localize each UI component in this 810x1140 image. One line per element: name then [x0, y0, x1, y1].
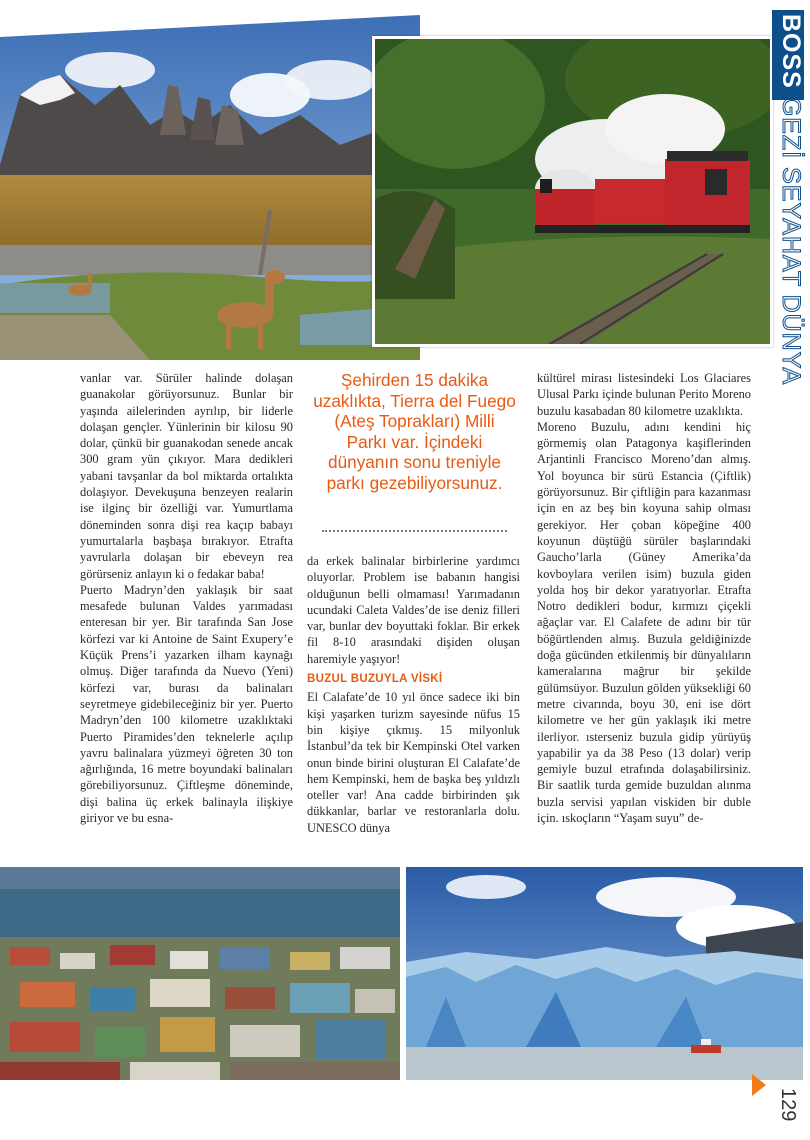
page-marker-icon: [752, 1074, 766, 1096]
pull-quote-divider: [322, 530, 507, 532]
mountain-guanaco-photo: [0, 15, 420, 360]
pull-quote: Şehirden 15 dakika uzaklıkta, Tierra del Fuego (Ateş Toprakları) Milli Parkı var. İçindeki dünyanın sonu treniyle parkı gezebiliyorsunuz.: [313, 370, 516, 493]
article-column-left: [80, 370, 293, 826]
paragraph: Moreno Buzulu, adını kendini hiç görmemiş olan Patagonya kaşiflerinden Arjantinli Francisco Moreno’dan almış. Yol boyunca bir sürü Estancia (Çiftlik) görüyorsunuz. Bir çiftliğin para kazanması için en az beş bin koyuna sahip olması gerekiyor. Her çoban köpeğine 400 koyunun düştüğü sürüler başlarındaki Gaucho’larla (Güney Amerika’da kovboylara verilen isim) buzula giden yolda hoş bir dekor yaratıyorlar. Etrafta Notro dedikleri bodur, kırmızı çiçekli ağaçlar var. El Calafete de adını bir tür böğürtlenden almış. Buzula geldiğinizde doğa gücünden etkilenmiş bir dünyalıların kameralarına mağrur bir şekilde gülümsüyor. Buzulun gölden yüksekliği 60 metre civarında, boyu 30, eni ise dört kilometre ve her gün yaklaşık iki metre ilerliyor. ısterseniz buzula gidip yürüyüş yapabilir ya da 38 Peso (13 dolar) verip gemiyle buzul etrafında dolaşabilirsiniz. Bir saatlik turda gemide buzuldan alınma buzla servisi yapılan viskiden bir duble için. ıskoçların “Yaşam suyu” de-: [537, 419, 751, 826]
brand-logo: BOSS: [777, 14, 805, 89]
article-column-middle: [307, 553, 520, 836]
magazine-title: [776, 14, 806, 385]
glacier-photo: [406, 867, 803, 1080]
steam-train-photo: [372, 36, 773, 347]
page-number: 129: [777, 1088, 799, 1122]
paragraph: vanlar var. Sürüler halinde dolaşan guanakolar görüyorsunuz. Bunlar bir yaşında ailelerinden ayrılıp, bir liderle dolaşan gençler. Yünlerinin bir kilosu 90 dolar, çünkü bir guanakodan senede ancak 300 gram yün çıkıyor. Mara dedikleri yabani tavşanlar da bol miktarda ortalıkta dolaşıyor. Devekuşuna benzeyen realarin ise ilginç bir özelliği var. Yumurtlama döneminden sonra dişi rea kaçıp babayı yumurtalarla başbaşa bırakıyor. Etrafta yavrularla dolaşan bir ebeveyn rea görürseniz anlayın ki o fedakar baba!: [80, 371, 293, 581]
paragraph: da erkek balinalar birbirlerine yardımcı oluyorlar. Problem ise babanın hangisi olduğunun belli olmaması! Yarımadanın ucundaki Caleta Valdes’de ise deniz filleri var, bunlar dev boyuttaki foklar. Bir erkek fil 8-10 arasındaki dişiden oluşan haremiyle yaşıyor!: [307, 554, 520, 666]
coastal-town-photo: [0, 867, 400, 1080]
section-title: GEZİ SEYAHAT DÜNYA: [777, 96, 805, 386]
section-subhead: BUZUL BUZUYLA VİSKİ: [307, 673, 443, 686]
paragraph: kültürel mirası listesindeki Los Glaciares Ulusal Parkı içinde bulunan Perito Moreno buzulu kasabadan 80 kilometre uzaklıkta.: [537, 371, 751, 418]
article-column-right: [537, 370, 751, 826]
paragraph: Puerto Madryn’den yaklaşık bir saat mesafede bulunan Valdes yarımadası enteresan bir yer. Bir tarafında San Jose körfezi var ki Antoine de Saint Exupery’e Küçük Prens’i yazarken ilham kaynağı olmuş. Diğer tarafında da Nuevo (Yeni) körfezi var, burası da balinaları seyretmeye gidebileceğiniz bir yer. Puerto Madryn’den 100 kilometre uzaklıktaki Puerto Piramides’den teknelerle açılıp yavru balinalara yüzmeyi öğreten 30 ton ağırlığında, 16 metre boyundaki balinaları görebiliyorsunuz. Çiftleşme döneminde, dişi balina üç erkek balinayla ilişkiye giriyor ve bu esna-: [80, 582, 293, 826]
paragraph: El Calafate’de 10 yıl önce sadece iki bin kişi yaşarken turizm sayesinde nüfus 15 bin kişiye çıkmış. 15 milyonluk İstanbul’da tek bir Kempinski Otel varken onun binde birini oluşturan El Calafate’de hem Kempinski, hem de başka beş yıldızlı oteller var! Ana cadde birbirinden şık dükkanlar, barlar ve restoranlarla dolu. UNESCO dünya: [307, 690, 520, 835]
